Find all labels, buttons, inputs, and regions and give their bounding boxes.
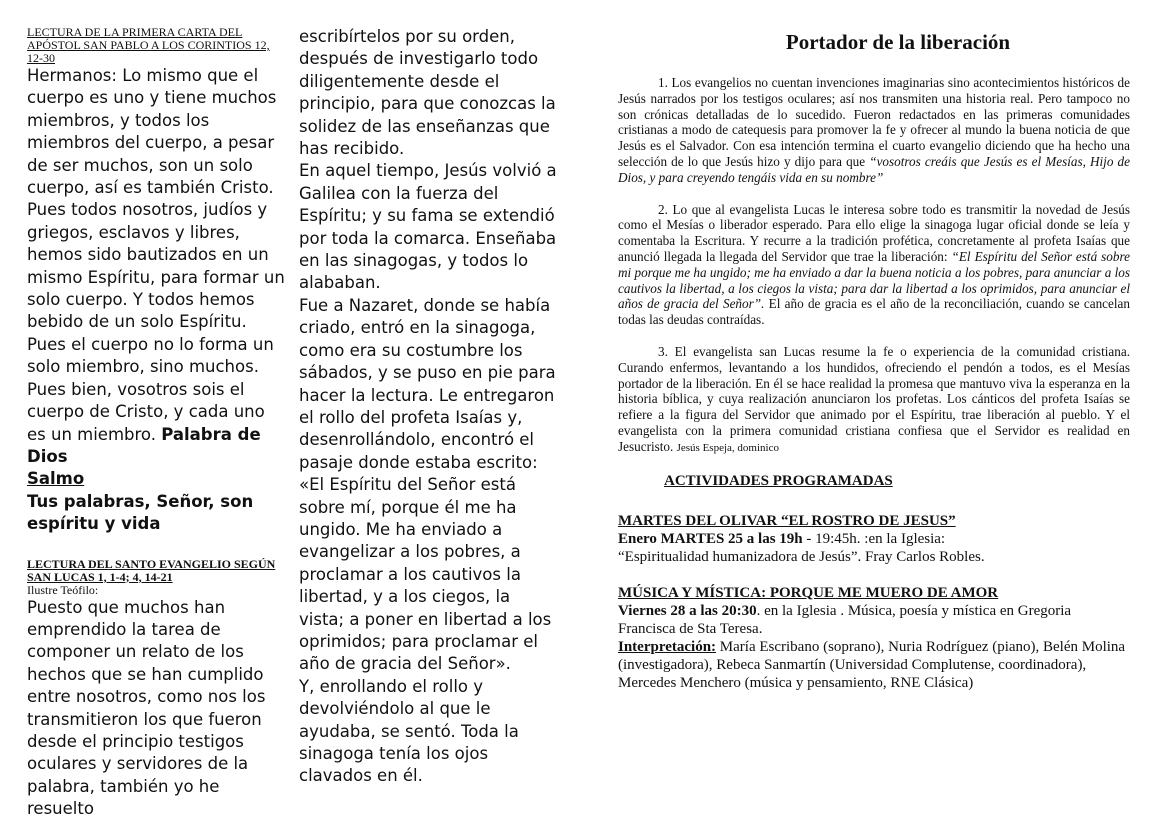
paragraph-2	[618, 202, 1130, 328]
left-column	[27, 26, 285, 821]
event-1-date: Enero MARTES 25 a las 19h	[618, 530, 803, 547]
paragraph-2-text: 2. Lo que al evangelista Lucas le interesa sobre todo es transmitir la novedad de Jesús como el Mesías o liberador esperado. Para ello elige la sinagoga lugar oficial donde se leía y comentaba la Escritura. Y recurre a la tradición profética, concretamente al profeta Isaías que anunció llegada la llegada del Servidor que trae la liberación:	[618, 201, 1130, 264]
event-2-interpretation-label: Interpretación:	[618, 638, 717, 655]
event-2-detail: . en la Iglesia . Música, poesía y mística en Gregoria Francisca de Sta Teresa.	[618, 602, 1072, 637]
first-reading-body: Hermanos: Lo mismo que el cuerpo es uno y tiene muchos miembros, y todos los miembros del cuerpo, a pesar de ser muchos, son un solo cuerpo, así es también Cristo. Pues todos nosotros, judíos y griegos, esclavos y libres, hemos sido bautizados en un mismo Espíritu, para formar un solo cuerpo. Y todos hemos bebido de un solo Espíritu. Pues el cuerpo no lo forma un solo miembro, sino muchos. Pues bien, vosotros sois el cuerpo de Cristo, y cada uno es un miembro.	[27, 66, 285, 444]
event-2-performers	[618, 638, 1130, 692]
right-column	[618, 30, 1130, 692]
paragraph-3-text: 3. El evangelista san Lucas resume la fe o experiencia de la comunidad cristiana. Curando enfermos, levantando a los hundidos, ofreciendo el pendón a todos, es el Mesías portador de la liberación. En él se hace realidad la promesa que mantuvo viva la esperanza en la historia bíblica, y cuya realización anunciaron los profetas. Los cánticos del profeta Isaías se refiere a la figura del Servidor que animado por el Espíritu, trae liberación al pueblo. Y el evangelista con la primera comunidad cristiana confiesa que el Servidor es realidad en Jesucristo.	[618, 343, 1130, 454]
psalm-label: Salmo	[27, 469, 85, 489]
event-1-title: MARTES DEL OLIVAR “EL ROSTRO DE JESUS”	[618, 512, 956, 529]
paragraph-1	[618, 75, 1130, 186]
paragraph-2-quote: “El Espíritu del Señor está sobre mi porque me ha ungido; me ha enviado a dar la buena noticia a los pobres, para anunciar a los cautivos la libertad, a los ciegos la vista; para dar la libertad a los oprimidos, para anunciar el años de gracia del Señor”.	[618, 248, 1130, 312]
event-2-title: MÚSICA Y MÍSTICA: PORQUE ME MUERO DE AMOR	[618, 584, 999, 601]
gospel-text: Puesto que muchos han emprendido la tarea de componer un relato de los hechos que se han cumplido entre nosotros, como nos los transmitieron los que fueron desde el principio testigos oculares y servidores de la palabra, también yo he resuelto	[27, 597, 271, 819]
paragraph-1-quote: “vosotros creáis que Jesús es el Mesías, Hijo de Dios, y para creyendo tengáis vida en su nombre”	[618, 153, 1130, 185]
event-1-talk: “Espiritualidad humanizadora de Jesús”. Fray Carlos Robles.	[618, 548, 985, 565]
paragraph-2-tail: El año de gracia es el año de la reconciliación, cuando se cancelan todas las deudas contraídas.	[618, 296, 1130, 328]
page-title: Portador de la liberación	[785, 30, 1011, 54]
first-reading-heading: LECTURA DE LA PRIMERA CARTA DEL APÓSTOL SAN PABLO A LOS CORINTIOS 12, 12-30	[27, 25, 270, 65]
psalm-response: Tus palabras, Señor, son espíritu y vida	[27, 491, 254, 534]
gospel-salutation: Ilustre Teófilo:	[27, 582, 99, 597]
author-signature: Jesús Espeja, dominico	[676, 441, 779, 454]
gospel-heading: LECTURA DEL SANTO EVANGELIO SEGÚN SAN LUCAS 1, 1-4; 4, 14-21	[27, 556, 276, 584]
first-reading-text	[27, 65, 285, 468]
word-of-god-close: Palabra de Dios	[27, 424, 267, 466]
gospel-continued: escribírtelos por su orden, después de investigarlo todo diligentemente desde el principio, para que conozcas la solidez de las enseñanzas que has recibido. En aquel tiempo, Jesús volvió a Galilea con la fuerza del Espíritu; y su fama se extendió por toda la comarca. Enseñaba en las sinagogas, y todos lo alababan. Fue a Nazaret, donde se había criado, entró en la sinagoga, como era su costumbre los sábados, y se puso en pie para hacer la lectura. Le entregaron el rollo del profeta Isaías y, desenrollándolo, encontró el pasaje donde estaba escrito: «El Espíritu del Señor está sobre mí, porque él me ha ungido. Me ha enviado a evangelizar a los pobres, a proclamar a los cautivos la libertad, y a los ciegos, la vista; a poner en libertad a los oprimidos; para proclamar el año de gracia del Señor». Y, enrollando el rollo y devolviéndolo al que le ayudaba, se sentó. Toda la sinagoga tenía los ojos clavados en él.	[299, 27, 557, 786]
paragraph-3	[618, 344, 1130, 457]
paragraph-1-text: 1. Los evangelios no cuentan invenciones imaginarias sino acontecimientos históricos de Jesús narrados por los testigos oculares; así nos transmiten una historia real. Pero tampoco no son crónicas detalladas de lo sucedido. Fueron redactados en las primeras comunidades cristianas a modo de catequesis para promover la fe y ofrecer al mundo la buena noticia de que Jesús es el Salvador. Con esa intención termina el cuarto evangelio diciendo que ha hecho una selección de lo que Jesús hizo y dijo para que	[618, 75, 1130, 169]
middle-column	[299, 26, 557, 788]
event-2-interpretation-text: María Escribano (soprano), Nuria Rodríguez (piano), Belén Molina (investigadora), Rebeca Sanmartín (Universidad Complutense, coordinadora), Mercedes Menchero (música y pensamiento, RNE Clásica)	[618, 638, 1126, 691]
event-2-when	[618, 602, 1130, 638]
activities-heading: ACTIVIDADES PROGRAMADAS	[664, 472, 893, 489]
event-1-detail: - 19:45h. :en la Iglesia:	[802, 530, 946, 547]
event-1-when	[618, 530, 1130, 548]
event-2-date: Viernes 28 a las 20:30	[618, 602, 757, 619]
